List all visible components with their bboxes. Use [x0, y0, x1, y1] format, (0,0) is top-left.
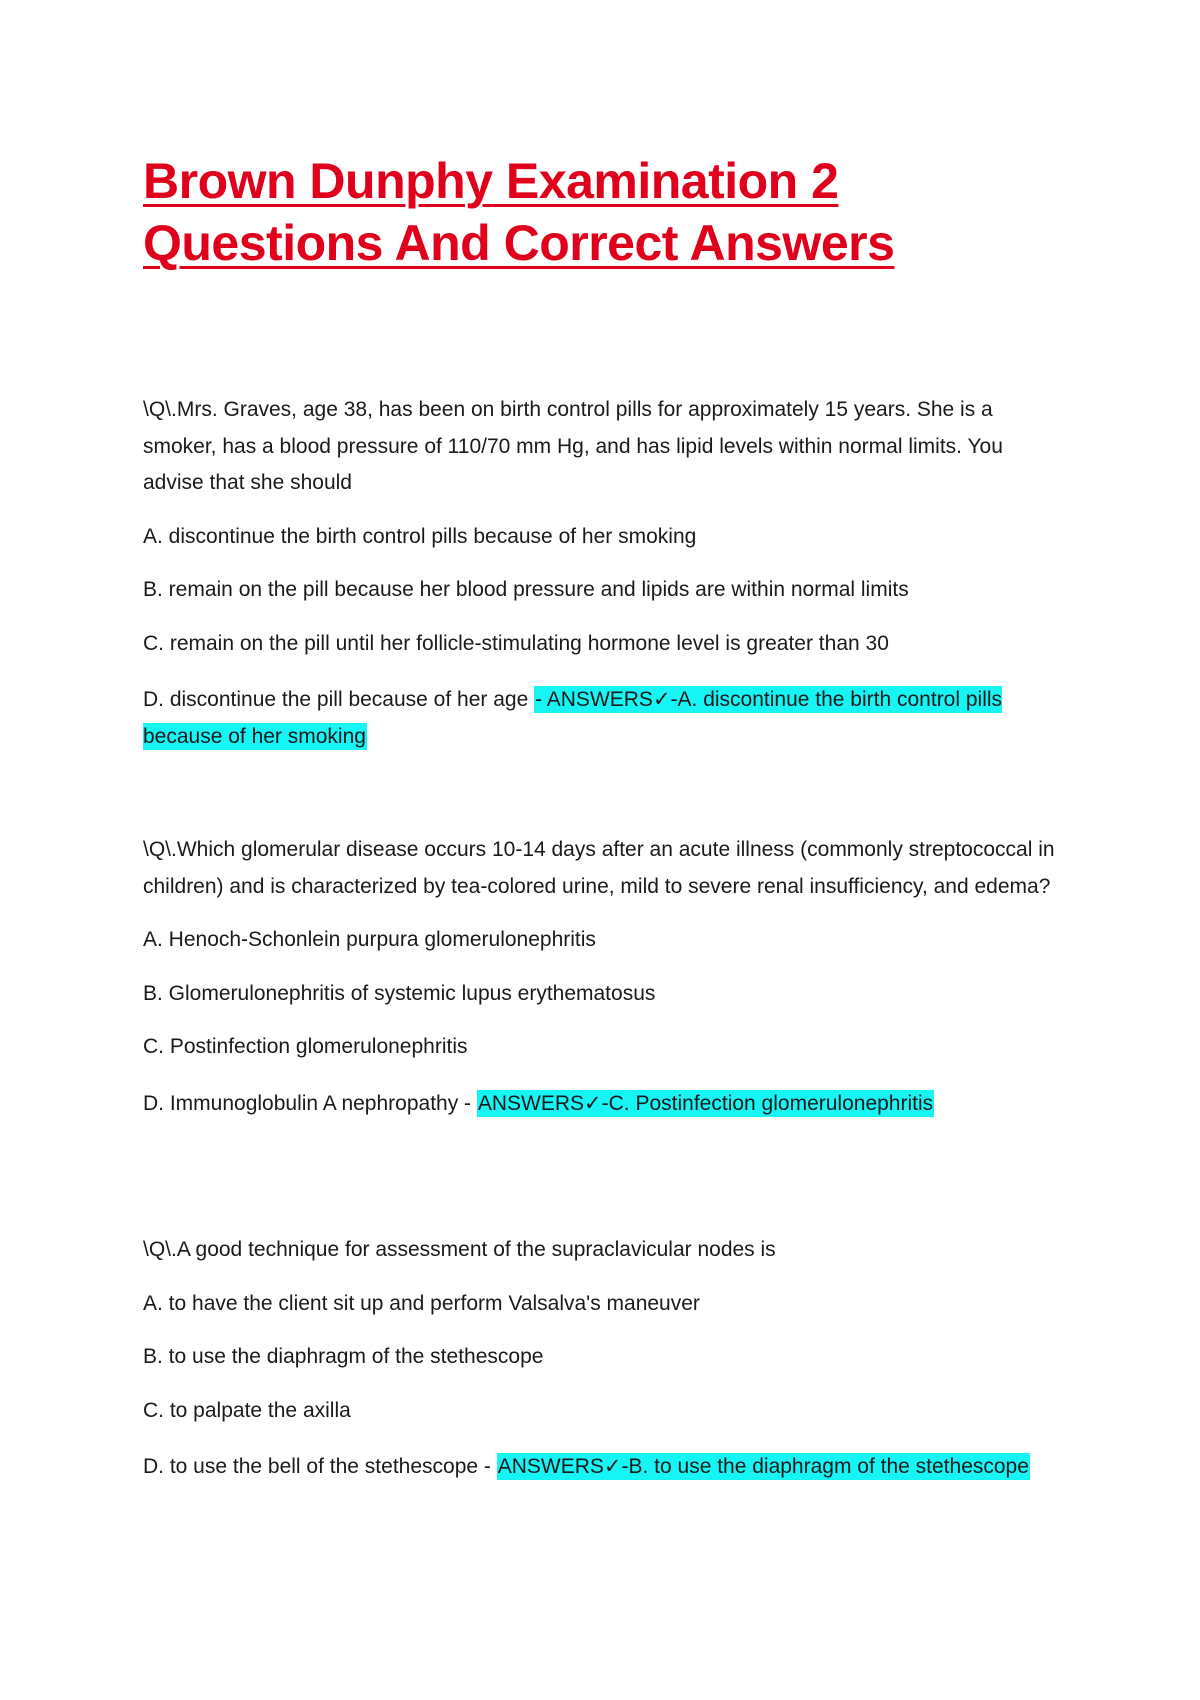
question-1 — [143, 392, 1068, 755]
option-a: A. Henoch-Schonlein purpura glomerulonephritis — [143, 928, 596, 951]
option-d: D. discontinue the pill because of her age — [143, 688, 535, 711]
option-c: C. Postinfection glomerulonephritis — [143, 1035, 468, 1058]
question-3 — [143, 1232, 1068, 1486]
option-d: D. Immunoglobulin A nephropathy - — [143, 1091, 477, 1115]
title-line-2: Questions And Correct Answers — [143, 215, 895, 271]
highlighted-answer: ANSWERS✓-C. Postinfection glomerulonephritis — [477, 1091, 934, 1115]
option-b: B. to use the diaphragm of the stethescope — [143, 1345, 544, 1368]
option-b: B. remain on the pill because her blood pressure and lipids are within normal limits — [143, 578, 909, 601]
option-c: C. remain on the pill until her follicle-stimulating hormone level is greater than 30 — [143, 631, 889, 655]
highlighted-answer: - ANSWERS✓-A. discontinue the birth control pills because of her smoking — [143, 688, 1003, 748]
option-d-with-answer — [143, 1449, 1068, 1486]
question-text: \Q\.Mrs. Graves, age 38, has been on birth control pills for approximately 15 years. She is a smoker, has a blood pressure of 110/70 mm Hg, and has lipid levels within normal limits. You advise that she should — [143, 398, 1003, 494]
option-d: D. to use the bell of the stethescope - — [143, 1455, 497, 1478]
title-line-1: Brown Dunphy Examination 2 — [143, 153, 839, 209]
highlighted-answer: ANSWERS✓-B. to use the diaphragm of the stethescope — [497, 1455, 1029, 1478]
option-a: A. to have the client sit up and perform Valsalva's maneuver — [143, 1291, 700, 1315]
question-2 — [143, 832, 1068, 1122]
question-text: \Q\.Which glomerular disease occurs 10-14 days after an acute illness (commonly streptococcal in children) and is characterized by tea-colored urine, mild to severe renal insufficiency, and edema? — [143, 838, 1055, 898]
option-c: C. to palpate the axilla — [143, 1398, 351, 1422]
question-text: \Q\.A good technique for assessment of the supraclavicular nodes is — [143, 1238, 776, 1261]
document-title — [143, 150, 1043, 274]
option-a: A. discontinue the birth control pills because of her smoking — [143, 524, 697, 548]
option-d-with-answer — [143, 1086, 1068, 1123]
option-b: B. Glomerulonephritis of systemic lupus erythematosus — [143, 981, 656, 1005]
option-d-with-answer — [143, 682, 1068, 755]
